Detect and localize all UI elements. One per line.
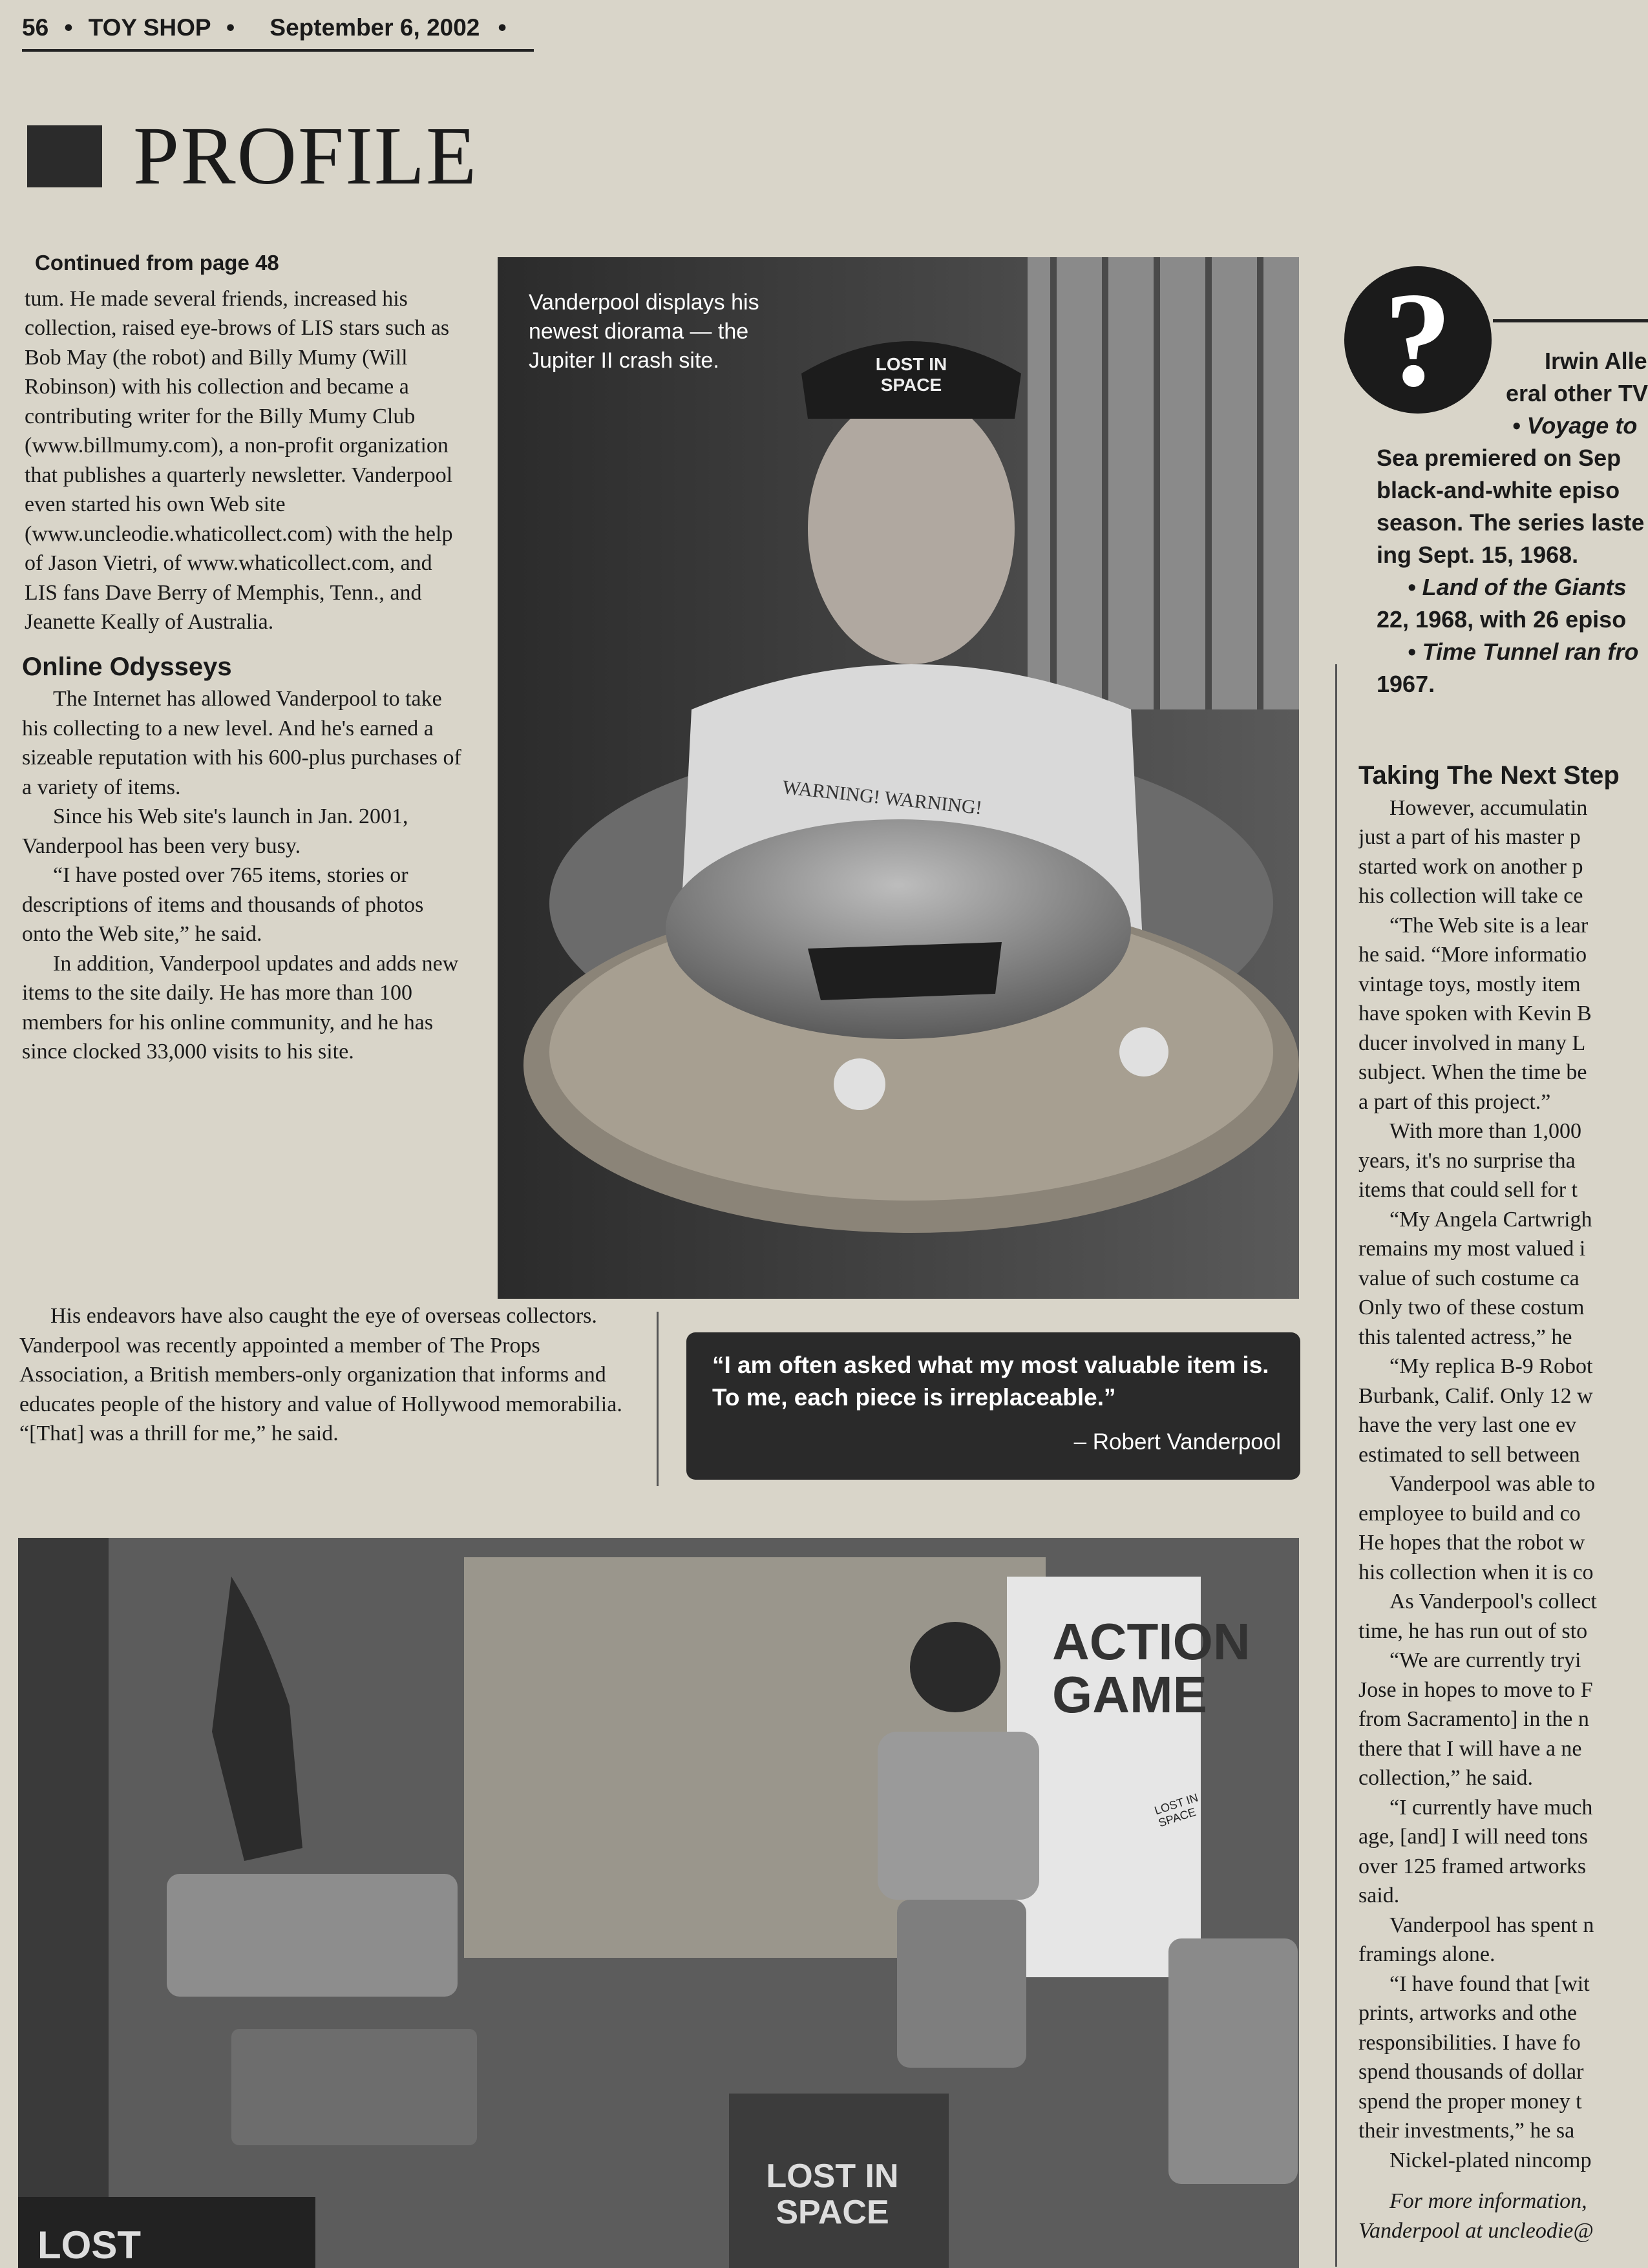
article-line: said. xyxy=(1358,1884,1400,1907)
article-line: collection,” he said. xyxy=(1358,1766,1534,1790)
article-line: their investments,” he sa xyxy=(1358,2119,1575,2143)
sidebar-line: • Time Tunnel ran fro xyxy=(1408,638,1639,665)
action-game-sign: ACTION GAME xyxy=(1052,1613,1251,1723)
article-line: Vanderpool has spent n xyxy=(1389,1913,1594,1937)
article-line: prints, artworks and othe xyxy=(1358,2001,1578,2025)
page-number: 56 xyxy=(22,14,49,41)
article-paragraph: tum. He made several friends, increased his collection, raised eye-brows of LIS stars such as Bob May (the robot) and Billy Mumy (Will Robinson) with his collection and became a contributing writer for the Billy Mumy Club (www.billmumy.com), a non-profit organization that publishes a quarterly newsletter. Vanderpool even started his own Web site (www.uncleodie.whaticollect.com) with the help of Jason Vietri, of www.whaticollect.com, and LIS fans Dave Berry of Memphis, Tenn., and Jeanette Keally of Australia. xyxy=(25,286,453,634)
page-header xyxy=(22,14,533,41)
article-line: vintage toys, mostly item xyxy=(1358,972,1581,996)
section-title-text: PROFILE xyxy=(133,110,478,202)
article-line: framings alone. xyxy=(1358,1942,1495,1966)
article-line: remains my most valued i xyxy=(1358,1237,1586,1261)
article-line: have spoken with Kevin B xyxy=(1358,1002,1592,1025)
section-square-icon xyxy=(27,125,102,187)
article-line: his collection will take ce xyxy=(1358,884,1583,908)
article-line: his collection when it is co xyxy=(1358,1560,1594,1584)
article-line: Vanderpool was able to xyxy=(1389,1472,1596,1496)
article-line: “My replica B-9 Robot xyxy=(1389,1354,1593,1378)
article-line: subject. When the time be xyxy=(1358,1060,1587,1084)
book-logo-text: LOST xyxy=(37,2223,141,2267)
article-line: spend the proper money t xyxy=(1358,2089,1582,2114)
article-line: over 125 framed artworks xyxy=(1358,1854,1587,1878)
article-line: age, [and] I will need tons xyxy=(1358,1825,1588,1849)
sidebar-question-icon: ? xyxy=(1344,266,1492,414)
article-line: Jose in hopes to move to F xyxy=(1358,1677,1593,1702)
article-line: responsibilities. I have fo xyxy=(1358,2030,1581,2055)
sidebar-line: season. The series laste xyxy=(1377,509,1645,536)
article-paragraph: The Internet has allowed Vanderpool to take his collecting to a new level. And he's earned a sizeable reputation with his 600-plus purchases of a variety of items. xyxy=(22,687,461,799)
shirt-text: WARNING! WARNING! xyxy=(781,776,984,819)
article-line: just a part of his master p xyxy=(1358,825,1581,849)
section-title xyxy=(27,109,478,204)
sidebar-line: ing Sept. 15, 1968. xyxy=(1377,541,1579,568)
footer-line: For more information, xyxy=(1389,2189,1587,2213)
sidebar-line: eral other TV xyxy=(1506,380,1648,406)
subhead-next-step: Taking The Next Step xyxy=(1358,761,1620,790)
photo-vanderpool-diorama xyxy=(498,257,1299,1299)
article-line: However, accumulatin xyxy=(1389,795,1588,820)
article-line: “We are currently tryi xyxy=(1389,1648,1581,1672)
article-paragraph: In addition, Vanderpool updates and adds new items to the site daily. He has more than 100 members for his online community, and he has since clocked 33,000 visits to his site. xyxy=(22,951,459,1064)
article-line: He hopes that the robot w xyxy=(1358,1531,1585,1555)
left-column xyxy=(22,248,468,1067)
article-line: ducer involved in many L xyxy=(1358,1031,1586,1055)
issue-date: September 6, 2002 xyxy=(269,14,480,41)
header-rule xyxy=(22,49,534,52)
sidebar-line: black-and-white episo xyxy=(1377,477,1620,503)
article-line: estimated to sell between xyxy=(1358,1442,1580,1467)
article-line: employee to build and co xyxy=(1358,1501,1581,1526)
column-divider xyxy=(1335,664,1337,2267)
article-line: “The Web site is a lear xyxy=(1389,913,1589,938)
article-line: items that could sell for t xyxy=(1358,1178,1578,1202)
article-line: a part of this project.” xyxy=(1358,1089,1551,1114)
sidebar-rule xyxy=(1493,319,1648,322)
subhead-online-odysseys: Online Odysseys xyxy=(22,652,232,681)
sidebar-text xyxy=(1377,345,1648,700)
article-line: “My Angela Cartwrigh xyxy=(1389,1207,1592,1232)
column-divider xyxy=(657,1312,659,1486)
article-line: Only two of these costum xyxy=(1358,1296,1585,1319)
article-line: “I currently have much xyxy=(1389,1795,1593,1820)
photo-collection-display xyxy=(18,1538,1299,2268)
publication-name: TOY SHOP xyxy=(88,14,211,41)
article-line: value of such costume ca xyxy=(1358,1266,1579,1290)
article-line: have the very last one ev xyxy=(1358,1413,1577,1437)
article-line: he said. “More informatio xyxy=(1358,943,1587,967)
left-column-wide xyxy=(19,1301,627,1449)
footer-line: Vanderpool at uncleodie@ xyxy=(1358,2218,1594,2243)
article-line: spend thousands of dollar xyxy=(1358,2060,1584,2084)
sidebar-line: • Land of the Giants xyxy=(1408,574,1627,600)
pull-quote xyxy=(686,1332,1300,1480)
article-line: time, he has run out of sto xyxy=(1358,1619,1588,1643)
cap-logo-text: LOST IN SPACE xyxy=(875,354,947,395)
article-paragraph: “I have posted over 765 items, stories or descriptions of items and thousands of photos onto the Web site,” he said. xyxy=(22,863,424,946)
article-line: “I have found that [wit xyxy=(1389,1971,1590,1996)
robot-sign-text: LOST IN SPACE xyxy=(1152,1790,1200,1830)
article-line: started work on another p xyxy=(1358,854,1583,879)
right-column xyxy=(1358,761,1648,2245)
article-line: this talented actress,” he xyxy=(1358,1325,1572,1349)
header-bullet: • xyxy=(64,14,73,41)
sidebar-line: 1967. xyxy=(1377,671,1435,697)
article-line: Burbank, Calif. Only 12 w xyxy=(1358,1383,1593,1408)
photo-illustration xyxy=(498,257,1299,1299)
box-logo-text: LOST IN SPACE xyxy=(766,2158,899,2231)
article-line: from Sacramento] in the n xyxy=(1358,1707,1589,1731)
article-paragraph: Since his Web site's launch in Jan. 2001, Vanderpool has been very busy. xyxy=(22,804,408,858)
header-bullet: • xyxy=(498,14,507,41)
pull-quote-text: “I am often asked what my most valuable item is. To me, each piece is irreplaceable.” xyxy=(712,1352,1269,1411)
article-line: years, it's no surprise tha xyxy=(1358,1148,1576,1173)
sidebar-line: 22, 1968, with 26 episo xyxy=(1377,606,1627,633)
article-paragraph: His endeavors have also caught the eye of overseas collectors. Vanderpool was recently appointed a member of The Props Association, a British members-only organization that informs and educates people of the history and value of Hollywood memorabilia. “[That] was a thrill for me,” he said. xyxy=(19,1304,622,1445)
photo-caption: Vanderpool displays his newest diorama — the Jupiter II crash site. xyxy=(529,290,759,373)
footer-note xyxy=(1358,2187,1648,2245)
sidebar-line: Irwin Alle xyxy=(1545,348,1647,374)
article-line: With more than 1,000 xyxy=(1389,1119,1582,1143)
header-bullet: • xyxy=(226,14,235,41)
article-line: Nickel-plated nincomp xyxy=(1389,2148,1592,2172)
article-line: As Vanderpool's collect xyxy=(1389,1590,1597,1613)
sidebar-line: • Voyage to xyxy=(1512,412,1638,439)
continued-kicker: Continued from page 48 xyxy=(35,251,279,275)
article-line: there that I will have a ne xyxy=(1358,1736,1582,1761)
pull-quote-attribution: – Robert Vanderpool xyxy=(1073,1429,1281,1454)
sidebar-line: Sea premiered on Sep xyxy=(1377,445,1622,471)
